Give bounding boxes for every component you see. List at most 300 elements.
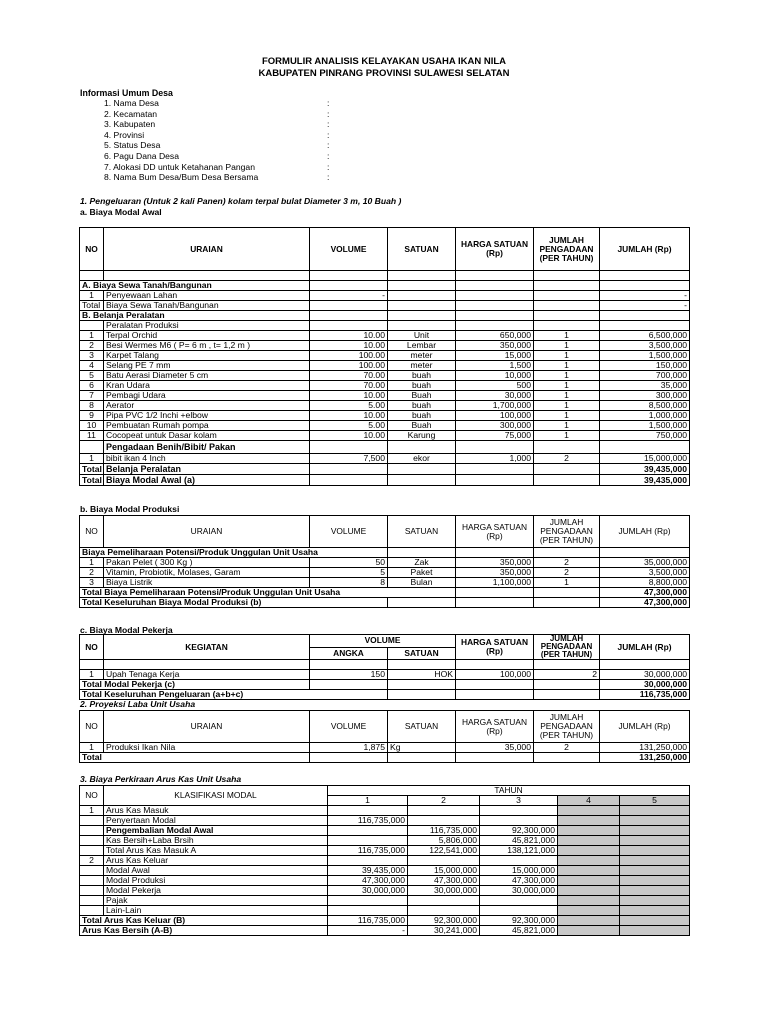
row-value: 122,541,000 bbox=[408, 846, 480, 856]
row-label: Lain-Lain bbox=[104, 906, 328, 916]
info-item: 3. Kabupaten bbox=[104, 119, 156, 130]
row-value bbox=[328, 896, 408, 906]
table-row bbox=[80, 906, 690, 916]
arus-kas-bersih-value: - bbox=[328, 926, 408, 936]
row-value bbox=[480, 856, 558, 866]
info-heading: Informasi Umum Desa bbox=[80, 88, 173, 98]
row-no: 1 bbox=[80, 454, 104, 464]
row-no: 1 bbox=[80, 291, 104, 301]
row-uraian: Penyewaan Lahan bbox=[104, 291, 310, 301]
row-value bbox=[408, 906, 480, 916]
row-jumlah: - bbox=[600, 291, 690, 301]
row-jml-pengadaan: 1 bbox=[534, 421, 600, 431]
col-klasifikasi: KLASIFIKASI MODAL bbox=[104, 786, 328, 806]
row-no: 1 bbox=[80, 331, 104, 341]
row-satuan: Kg bbox=[388, 743, 456, 753]
table-row bbox=[80, 568, 690, 578]
table-row bbox=[80, 856, 690, 866]
table-proyeksi-laba bbox=[79, 710, 690, 763]
col-satuan: SATUAN bbox=[388, 647, 456, 660]
row-no bbox=[80, 846, 104, 856]
row-volume: 100.00 bbox=[310, 351, 388, 361]
row-value bbox=[408, 806, 480, 816]
row-jml-pengadaan: 1 bbox=[534, 411, 600, 421]
row-value bbox=[328, 906, 408, 916]
row-value bbox=[558, 846, 620, 856]
info-colon: : bbox=[327, 140, 330, 151]
info-item: 5. Status Desa bbox=[104, 140, 161, 151]
row-satuan: ekor bbox=[388, 454, 456, 464]
row-no: 3 bbox=[80, 351, 104, 361]
row-value bbox=[558, 906, 620, 916]
year-5: 5 bbox=[620, 796, 690, 806]
row-jumlah: 300,000 bbox=[600, 391, 690, 401]
row-value bbox=[328, 836, 408, 846]
table-row bbox=[80, 846, 690, 856]
row-uraian: Biaya Sewa Tanah/Bangunan bbox=[104, 301, 310, 311]
col-angka: ANGKA bbox=[310, 647, 388, 660]
year-3: 3 bbox=[480, 796, 558, 806]
section-2-title: 2. Proyeksi Laba Unit Usaha bbox=[80, 699, 196, 709]
section-c-title: c. Biaya Modal Pekerja bbox=[80, 625, 173, 635]
row-value bbox=[558, 806, 620, 816]
col-kegiatan: KEGIATAN bbox=[104, 635, 310, 660]
row-satuan: meter bbox=[388, 361, 456, 371]
arus-kas-bersih-value: 45,821,000 bbox=[480, 926, 558, 936]
row-jumlah: 131,250,000 bbox=[600, 743, 690, 753]
arus-kas-bersih-label: Arus Kas Bersih (A-B) bbox=[80, 926, 328, 936]
row-jumlah: 750,000 bbox=[600, 431, 690, 441]
row-no: 1 bbox=[80, 743, 104, 753]
total-modal-pekerja-label: Total Modal Pekerja (c) bbox=[80, 680, 310, 690]
col-no: NO bbox=[80, 516, 104, 548]
row-no bbox=[80, 826, 104, 836]
row-no bbox=[80, 876, 104, 886]
row-volume: 7,500 bbox=[310, 454, 388, 464]
row-satuan: buah bbox=[388, 411, 456, 421]
row-no: 10 bbox=[80, 421, 104, 431]
col-jml-pengadaan: JUMLAH PENGADAAN (PER TAHUN) bbox=[534, 711, 600, 743]
row-label: Modal Pekerja bbox=[104, 886, 328, 896]
row-value: 45,821,000 bbox=[480, 836, 558, 846]
row-uraian: Selang PE 7 mm bbox=[104, 361, 310, 371]
row-value bbox=[328, 826, 408, 836]
row-volume: 10.00 bbox=[310, 391, 388, 401]
row-label: Pajak bbox=[104, 896, 328, 906]
total-modal-produksi-label: Total Keseluruhan Biaya Modal Produksi (b) bbox=[80, 598, 388, 608]
row-value: 116,735,000 bbox=[408, 826, 480, 836]
group-pemeliharaan-header: Biaya Pemeliharaan Potensi/Produk Unggulan Unit Usaha bbox=[80, 548, 388, 558]
col-harga: HARGA SATUAN (Rp) bbox=[456, 711, 534, 743]
col-jml-pengadaan: JUMLAH PENGADAAN (PER TAHUN) bbox=[534, 516, 600, 548]
row-no bbox=[80, 866, 104, 876]
row-volume: - bbox=[310, 291, 388, 301]
row-value bbox=[620, 826, 690, 836]
row-jumlah: - bbox=[600, 301, 690, 311]
section-b-title: b. Biaya Modal Produksi bbox=[80, 504, 180, 514]
row-uraian: bibit ikan 4 Inch bbox=[104, 454, 310, 464]
row-jumlah: 35,000 bbox=[600, 381, 690, 391]
row-value: 116,735,000 bbox=[328, 816, 408, 826]
total-label: Total bbox=[80, 475, 104, 486]
table-row bbox=[80, 816, 690, 826]
row-value bbox=[558, 836, 620, 846]
row-no: 3 bbox=[80, 578, 104, 588]
row-no: 6 bbox=[80, 381, 104, 391]
row-value: 47,300,000 bbox=[328, 876, 408, 886]
row-satuan: meter bbox=[388, 351, 456, 361]
col-tahun: TAHUN bbox=[328, 786, 690, 796]
row-volume: 10.00 bbox=[310, 431, 388, 441]
total-modal-pekerja-value: 30,000,000 bbox=[600, 680, 690, 690]
row-jumlah: 8,500,000 bbox=[600, 401, 690, 411]
total-pemeliharaan-label: Total Biaya Pemeliharaan Potensi/Produk Unggulan Unit Usaha bbox=[80, 588, 456, 598]
total-arus-kas-keluar-value: 92,300,000 bbox=[480, 916, 558, 926]
info-item: 7. Alokasi DD untuk Ketahanan Pangan bbox=[104, 161, 255, 172]
row-harga: 300,000 bbox=[456, 421, 534, 431]
row-value: 5,806,000 bbox=[408, 836, 480, 846]
row-satuan: Karung bbox=[388, 431, 456, 441]
table-row bbox=[80, 826, 690, 836]
row-no: 2 bbox=[80, 568, 104, 578]
row-value bbox=[620, 846, 690, 856]
row-no: 2 bbox=[80, 856, 104, 866]
row-no: 7 bbox=[80, 391, 104, 401]
row-volume: 50 bbox=[310, 558, 388, 568]
row-harga: 350,000 bbox=[456, 568, 534, 578]
row-harga: 500 bbox=[456, 381, 534, 391]
row-harga: 1,500 bbox=[456, 361, 534, 371]
total-arus-kas-keluar-value bbox=[620, 916, 690, 926]
form-title-line2: KABUPATEN PINRANG PROVINSI SULAWESI SELATAN bbox=[258, 68, 510, 79]
row-value bbox=[558, 816, 620, 826]
row-uraian: Produksi Ikan Nila bbox=[104, 743, 310, 753]
row-harga: 1,100,000 bbox=[456, 578, 534, 588]
row-harga: 1,700,000 bbox=[456, 401, 534, 411]
row-uraian: Besi Wermes M6 ( P= 6 m , t= 1,2 m ) bbox=[104, 341, 310, 351]
row-no bbox=[80, 886, 104, 896]
form-title-line1: FORMULIR ANALISIS KELAYAKAN USAHA IKAN NILA bbox=[261, 56, 507, 67]
row-label: Modal Awal bbox=[104, 866, 328, 876]
row-value bbox=[480, 816, 558, 826]
row-uraian: Pipa PVC 1/2 Inchi +elbow bbox=[104, 411, 310, 421]
row-value bbox=[620, 886, 690, 896]
info-colon: : bbox=[327, 161, 330, 172]
row-satuan: buah bbox=[388, 371, 456, 381]
row-harga: 15,000 bbox=[456, 351, 534, 361]
col-jumlah: JUMLAH (Rp) bbox=[600, 635, 690, 660]
row-volume: 100.00 bbox=[310, 361, 388, 371]
row-satuan: buah bbox=[388, 401, 456, 411]
row-uraian: Vitamin, Probiotik, Molases, Garam bbox=[104, 568, 310, 578]
row-harga: 100,000 bbox=[456, 670, 534, 680]
row-value: 47,300,000 bbox=[480, 876, 558, 886]
row-value bbox=[558, 826, 620, 836]
table-row bbox=[80, 866, 690, 876]
total-arus-kas-keluar-label: Total Arus Kas Keluar (B) bbox=[80, 916, 328, 926]
info-item: 1. Nama Desa bbox=[104, 98, 159, 108]
col-jumlah: JUMLAH (Rp) bbox=[600, 516, 690, 548]
table-row bbox=[80, 578, 690, 588]
table-modal-produksi bbox=[79, 515, 690, 608]
row-jml-pengadaan: 1 bbox=[534, 578, 600, 588]
col-volume: VOLUME bbox=[310, 228, 388, 271]
col-satuan: SATUAN bbox=[388, 516, 456, 548]
total-modal-awal-value: 39,435,000 bbox=[600, 475, 690, 486]
section-3-title: 3. Biaya Perkiraan Arus Kas Unit Usaha bbox=[80, 774, 242, 784]
total-modal-awal-label: Biaya Modal Awal (a) bbox=[104, 475, 310, 486]
row-satuan: Buah bbox=[388, 391, 456, 401]
col-uraian: URAIAN bbox=[104, 228, 310, 271]
row-uraian: Pakan Pelet ( 300 Kg ) bbox=[104, 558, 310, 568]
table-row bbox=[80, 401, 690, 411]
year-4: 4 bbox=[558, 796, 620, 806]
row-value bbox=[620, 876, 690, 886]
row-no bbox=[80, 906, 104, 916]
row-value bbox=[480, 806, 558, 816]
row-value bbox=[408, 856, 480, 866]
row-value: 15,000,000 bbox=[480, 866, 558, 876]
row-jml-pengadaan: 1 bbox=[534, 401, 600, 411]
row-harga: 30,000 bbox=[456, 391, 534, 401]
table-row bbox=[80, 896, 690, 906]
col-jumlah: JUMLAH (Rp) bbox=[600, 228, 690, 271]
row-jumlah: 150,000 bbox=[600, 361, 690, 371]
row-jumlah: 700,000 bbox=[600, 371, 690, 381]
row-volume: 5.00 bbox=[310, 421, 388, 431]
row-value bbox=[480, 906, 558, 916]
col-jml-pengadaan: JUMLAH PENGADAAN (PER TAHUN) bbox=[534, 228, 600, 271]
row-jml-pengadaan: 1 bbox=[534, 381, 600, 391]
row-angka: 150 bbox=[310, 670, 388, 680]
row-uraian: Aerator bbox=[104, 401, 310, 411]
row-harga: 350,000 bbox=[456, 341, 534, 351]
row-satuan: Lembar bbox=[388, 341, 456, 351]
col-satuan: SATUAN bbox=[388, 228, 456, 271]
row-volume: 10.00 bbox=[310, 341, 388, 351]
row-value bbox=[480, 896, 558, 906]
row-no: 4 bbox=[80, 361, 104, 371]
table-row bbox=[80, 886, 690, 896]
total-arus-kas-keluar-value bbox=[558, 916, 620, 926]
table-row bbox=[80, 361, 690, 371]
arus-kas-bersih-value bbox=[620, 926, 690, 936]
col-uraian: URAIAN bbox=[104, 711, 310, 743]
total-pemeliharaan-value: 47,300,000 bbox=[600, 588, 690, 598]
table-row bbox=[80, 836, 690, 846]
row-value: 138,121,000 bbox=[480, 846, 558, 856]
total-modal-produksi-value: 47,300,000 bbox=[600, 598, 690, 608]
total-laba-label: Total bbox=[80, 753, 310, 763]
row-uraian: Batu Aerasi Diameter 5 cm bbox=[104, 371, 310, 381]
total-arus-kas-keluar bbox=[80, 916, 690, 926]
row-satuan: Bulan bbox=[388, 578, 456, 588]
info-item: 4. Provinsi bbox=[104, 129, 145, 140]
row-uraian: Pembagi Udara bbox=[104, 391, 310, 401]
row-no bbox=[80, 836, 104, 846]
table-row bbox=[80, 558, 690, 568]
row-jml-pengadaan: 1 bbox=[534, 371, 600, 381]
info-colon: : bbox=[327, 98, 330, 108]
row-uraian: Terpal Orchid bbox=[104, 331, 310, 341]
total-pengeluaran-value: 116,735,000 bbox=[600, 690, 690, 700]
row-label: Modal Produksi bbox=[104, 876, 328, 886]
row-value bbox=[620, 866, 690, 876]
col-harga: HARGA SATUAN (Rp) bbox=[456, 228, 534, 271]
row-jumlah: 8,800,000 bbox=[600, 578, 690, 588]
subgroup-benih: Pengadaan Benih/Bibit/ Pakan bbox=[104, 441, 310, 454]
row-jumlah: 30,000,000 bbox=[600, 670, 690, 680]
total-pengeluaran-label: Total Keseluruhan Pengeluaran (a+b+c) bbox=[80, 690, 388, 700]
row-value: 116,735,000 bbox=[328, 846, 408, 856]
row-value bbox=[620, 836, 690, 846]
info-colon: : bbox=[327, 151, 330, 161]
row-no: 1 bbox=[80, 806, 104, 816]
total-belanja-label: Belanja Peralatan bbox=[104, 464, 310, 475]
group-sewa-header: A. Biaya Sewa Tanah/Bangunan bbox=[80, 281, 310, 291]
row-volume: 70.00 bbox=[310, 371, 388, 381]
row-label: Kas Bersih+Laba Brsih bbox=[104, 836, 328, 846]
subgroup-peralatan-produksi: Peralatan Produksi bbox=[104, 321, 310, 331]
row-value: 30,000,000 bbox=[480, 886, 558, 896]
row-label: Penyertaan Modal bbox=[104, 816, 328, 826]
col-no: NO bbox=[80, 711, 104, 743]
row-volume: 1,875 bbox=[310, 743, 388, 753]
row-satuan: Unit bbox=[388, 331, 456, 341]
row-jml-pengadaan: 1 bbox=[534, 331, 600, 341]
row-harga: 100,000 bbox=[456, 411, 534, 421]
row-label: Arus Kas Keluar bbox=[104, 856, 328, 866]
group-peralatan-header: B. Belanja Peralatan bbox=[80, 311, 310, 321]
col-uraian: URAIAN bbox=[104, 516, 310, 548]
row-value bbox=[558, 856, 620, 866]
row-jml-pengadaan: 1 bbox=[534, 391, 600, 401]
col-volume: VOLUME bbox=[310, 711, 388, 743]
row-no: 1 bbox=[80, 670, 104, 680]
arus-kas-bersih-value bbox=[558, 926, 620, 936]
row-no: 11 bbox=[80, 431, 104, 441]
col-volume: VOLUME bbox=[310, 635, 456, 648]
row-jumlah: 6,500,000 bbox=[600, 331, 690, 341]
row-jml-pengadaan: 2 bbox=[534, 454, 600, 464]
row-value: 30,000,000 bbox=[408, 886, 480, 896]
row-harga: 35,000 bbox=[456, 743, 534, 753]
total-arus-kas-keluar-value: 92,300,000 bbox=[408, 916, 480, 926]
row-label: Pengembalian Modal Awal bbox=[104, 826, 328, 836]
info-colon: : bbox=[327, 119, 330, 130]
row-harga: 650,000 bbox=[456, 331, 534, 341]
total-label: Total bbox=[80, 301, 104, 311]
row-jumlah: 35,000,000 bbox=[600, 558, 690, 568]
info-item: 6. Pagu Dana Desa bbox=[104, 151, 180, 161]
row-harga: 350,000 bbox=[456, 558, 534, 568]
table-row bbox=[80, 351, 690, 361]
table-row bbox=[80, 411, 690, 421]
row-value bbox=[558, 876, 620, 886]
row-harga: 10,000 bbox=[456, 371, 534, 381]
row-no: 5 bbox=[80, 371, 104, 381]
row-value: 39,435,000 bbox=[328, 866, 408, 876]
row-value bbox=[620, 896, 690, 906]
col-harga: HARGA SATUAN (Rp) bbox=[456, 635, 534, 660]
row-value bbox=[620, 856, 690, 866]
total-label: Total bbox=[80, 464, 104, 475]
row-jml-pengadaan: 2 bbox=[534, 568, 600, 578]
row-no: 9 bbox=[80, 411, 104, 421]
row-no: 2 bbox=[80, 341, 104, 351]
row-jml-pengadaan: 2 bbox=[534, 670, 600, 680]
row-jumlah: 1,000,000 bbox=[600, 411, 690, 421]
table-row bbox=[80, 331, 690, 341]
row-harga: 75,000 bbox=[456, 431, 534, 441]
row-value: 92,300,000 bbox=[480, 826, 558, 836]
row-value: 47,300,000 bbox=[408, 876, 480, 886]
row-value bbox=[408, 816, 480, 826]
row-volume: 70.00 bbox=[310, 381, 388, 391]
row-uraian: Pembuatan Rumah pompa bbox=[104, 421, 310, 431]
info-colon: : bbox=[327, 108, 330, 119]
row-jumlah: 3,500,000 bbox=[600, 341, 690, 351]
row-jml-pengadaan: 2 bbox=[534, 743, 600, 753]
row-no: 1 bbox=[80, 558, 104, 568]
row-kegiatan: Upah Tenaga Kerja bbox=[104, 670, 310, 680]
col-no: NO bbox=[80, 786, 104, 806]
row-jumlah: 15,000,000 bbox=[600, 454, 690, 464]
row-no: 8 bbox=[80, 401, 104, 411]
row-jml-pengadaan: 1 bbox=[534, 431, 600, 441]
row-jumlah: 1,500,000 bbox=[600, 351, 690, 361]
row-value: 15,000,000 bbox=[408, 866, 480, 876]
col-satuan: SATUAN bbox=[388, 711, 456, 743]
row-uraian: Biaya Listrik bbox=[104, 578, 310, 588]
info-colon: : bbox=[327, 172, 330, 183]
row-volume: 5.00 bbox=[310, 401, 388, 411]
table-row bbox=[80, 421, 690, 431]
col-no: NO bbox=[80, 228, 104, 271]
table-arus-kas bbox=[79, 785, 690, 936]
row-volume: 10.00 bbox=[310, 411, 388, 421]
row-satuan: Zak bbox=[388, 558, 456, 568]
row-jumlah: 3,500,000 bbox=[600, 568, 690, 578]
row-value bbox=[328, 806, 408, 816]
total-arus-kas-keluar-value: 116,735,000 bbox=[328, 916, 408, 926]
year-2: 2 bbox=[408, 796, 480, 806]
table-row bbox=[80, 391, 690, 401]
row-volume: 10.00 bbox=[310, 331, 388, 341]
table-modal-awal bbox=[79, 227, 690, 486]
row-value bbox=[558, 896, 620, 906]
row-satuan: Paket bbox=[388, 568, 456, 578]
row-jml-pengadaan: 1 bbox=[534, 351, 600, 361]
row-jml-pengadaan: 1 bbox=[534, 341, 600, 351]
table-row bbox=[80, 806, 690, 816]
row-value bbox=[558, 866, 620, 876]
table-modal-pekerja bbox=[79, 634, 690, 700]
row-jumlah: 1,500,000 bbox=[600, 421, 690, 431]
col-no: NO bbox=[80, 635, 104, 660]
col-jumlah: JUMLAH (Rp) bbox=[600, 711, 690, 743]
total-laba-value: 131,250,000 bbox=[600, 753, 690, 763]
row-value bbox=[620, 806, 690, 816]
table-row bbox=[80, 381, 690, 391]
row-value bbox=[558, 886, 620, 896]
arus-kas-bersih bbox=[80, 926, 690, 936]
row-jml-pengadaan: 1 bbox=[534, 361, 600, 371]
row-label: Total Arus Kas Masuk A bbox=[104, 846, 328, 856]
arus-kas-bersih-value: 30,241,000 bbox=[408, 926, 480, 936]
row-satuan: buah bbox=[388, 381, 456, 391]
row-satuan: Buah bbox=[388, 421, 456, 431]
